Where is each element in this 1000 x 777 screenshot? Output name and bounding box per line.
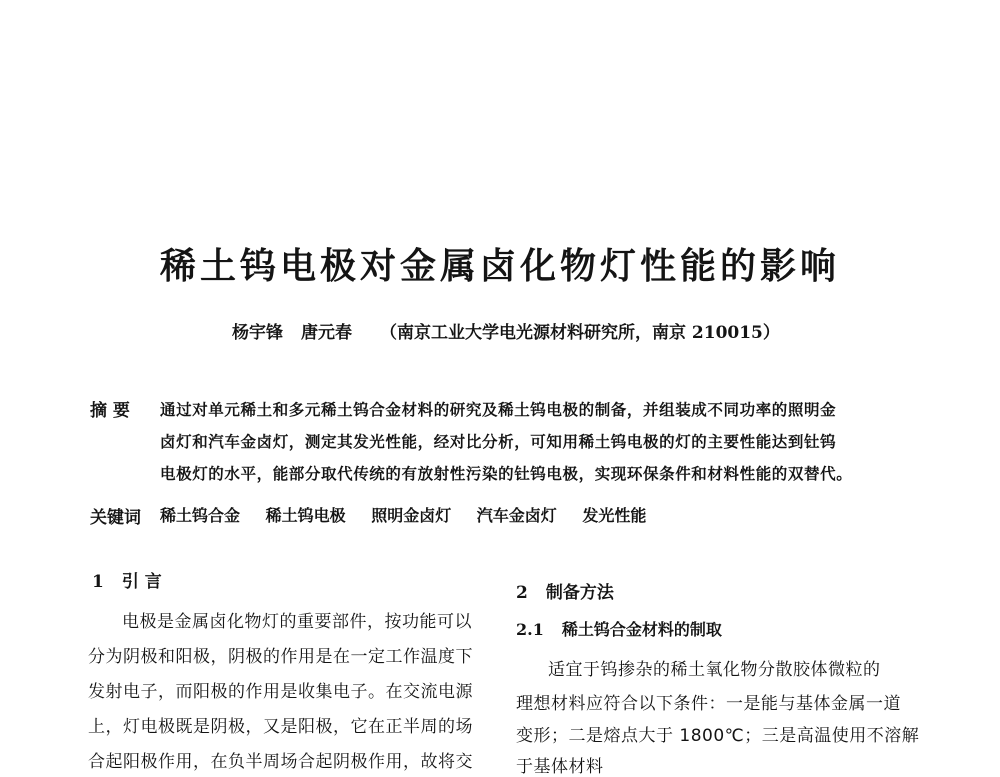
body-line: 电极是金属卤化物灯的重要部件，按功能可以 bbox=[122, 612, 472, 632]
paper-title: 稀土钨电极对金属卤化物灯性能的影响 bbox=[159, 246, 840, 287]
keyword: 发光性能 bbox=[582, 506, 647, 525]
section-number: 2 bbox=[516, 583, 528, 603]
abstract-line: 卤灯和汽车金卤灯，测定其发光性能，经对比分析，可知用稀土钨电极的灯的主要性能达到钍钨 bbox=[160, 432, 837, 451]
abstract-line: 通过对单元稀土和多元稀土钨合金材料的研究及稀土钨电极的制备，并组装成不同功率的照明金 bbox=[160, 400, 837, 419]
body-line: 分为阴极和阳极，阴极的作用是在一定工作温度下 bbox=[88, 647, 473, 667]
author-line bbox=[232, 318, 780, 343]
keyword: 稀土钨电极 bbox=[265, 506, 346, 525]
section-heading bbox=[92, 567, 162, 592]
body-line: 变形；二是熔点大于 1800℃；三是高温使用不溶解 bbox=[516, 726, 920, 746]
section-heading bbox=[516, 578, 614, 603]
abstract-label: 摘 要 bbox=[90, 401, 130, 421]
affiliation: （南京工业大学电光源材料研究所，南京 210015） bbox=[380, 323, 780, 343]
section-number: 1 bbox=[92, 572, 104, 592]
body-line: 合起阳极作用，在负半周场合起阴极作用，故将交 bbox=[88, 752, 473, 772]
subsection-title: 稀土钨合金材料的制取 bbox=[561, 620, 722, 639]
author-name: 唐元春 bbox=[301, 323, 352, 343]
body-line: 适宜于钨掺杂的稀土氧化物分散胶体微粒的 bbox=[548, 660, 881, 680]
keywords-label: 关键词 bbox=[90, 508, 141, 528]
section-title: 引 言 bbox=[121, 572, 162, 592]
keyword: 汽车金卤灯 bbox=[476, 506, 557, 525]
section-title: 制备方法 bbox=[545, 583, 614, 603]
keyword: 照明金卤灯 bbox=[371, 506, 452, 525]
body-line: 于基体材料 bbox=[516, 757, 604, 777]
abstract-line: 电极灯的水平，能部分取代传统的有放射性污染的钍钨电极，实现环保条件和材料性能的双替代。 bbox=[160, 464, 853, 483]
subsection-heading bbox=[516, 617, 722, 640]
subsection-number: 2.1 bbox=[516, 620, 544, 639]
keywords-list bbox=[160, 503, 666, 526]
keyword: 稀土钨合金 bbox=[160, 506, 241, 525]
author-name: 杨宇锋 bbox=[232, 323, 283, 343]
body-line: 上，灯电极既是阴极，又是阳极，它在正半周的场 bbox=[88, 717, 473, 737]
body-line: 理想材料应符合以下条件：一是能与基体金属一道 bbox=[516, 694, 901, 714]
body-line: 发射电子，而阳极的作用是收集电子。在交流电源 bbox=[88, 682, 473, 702]
